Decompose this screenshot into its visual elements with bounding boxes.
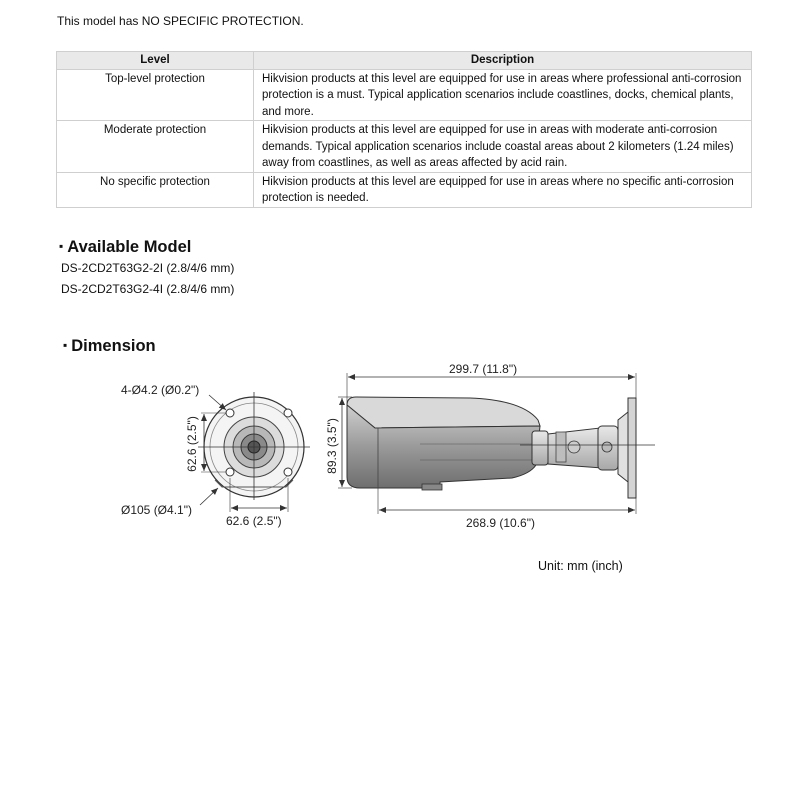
side-height-label: 89.3 (3.5") [325, 418, 339, 474]
body-length-label: 268.9 (10.6") [466, 516, 535, 530]
side-view [325, 362, 655, 530]
front-height-label: 62.6 (2.5") [185, 416, 199, 472]
intro-text: This model has NO SPECIFIC PROTECTION. [57, 14, 304, 28]
wall-plate [628, 398, 636, 498]
bullet-icon: ▪ [59, 239, 64, 253]
model-item: DS-2CD2T63G2-4I (2.8/4/6 mm) [61, 282, 235, 296]
description-cell: Hikvision products at this level are equipped for use in areas where professional anti-corrosion protection is a must. Typical application scenarios include coastlines, docks, chemical plants, and more. [254, 69, 752, 121]
dimension-title: Dimension [71, 337, 156, 355]
header-description: Description [254, 52, 752, 70]
total-length-label: 299.7 (11.8") [449, 362, 518, 376]
level-cell: Moderate protection [57, 121, 254, 173]
mount-hole [226, 468, 234, 476]
front-view [121, 383, 310, 528]
description-cell: Hikvision products at this level are equipped for use in areas where no specific anti-corrosion protection is needed. [254, 172, 752, 207]
available-model-title: Available Model [67, 238, 192, 256]
description-cell: Hikvision products at this level are equipped for use in areas with moderate anti-corrosion demands. Typical application scenarios include coastal areas about 2 kilometers (1.24 miles) away from coastlines, as well as areas affected by acid rain. [254, 121, 752, 173]
mount-hole [226, 409, 234, 417]
level-cell: Top-level protection [57, 69, 254, 121]
unit-label: Unit: mm (inch) [538, 559, 623, 573]
hole-dimension-label: 4-Ø4.2 (Ø0.2") [121, 383, 200, 397]
sun-shield [347, 397, 540, 428]
front-width-label: 62.6 (2.5") [226, 514, 282, 528]
header-level: Level [57, 52, 254, 70]
bullet-icon: ▪ [63, 338, 68, 352]
level-cell: No specific protection [57, 172, 254, 207]
mount-hole [284, 409, 292, 417]
model-item: DS-2CD2T63G2-2I (2.8/4/6 mm) [61, 261, 235, 275]
mount-hole [284, 468, 292, 476]
diameter-label: Ø105 (Ø4.1") [121, 503, 192, 517]
bracket-joint [532, 431, 548, 465]
